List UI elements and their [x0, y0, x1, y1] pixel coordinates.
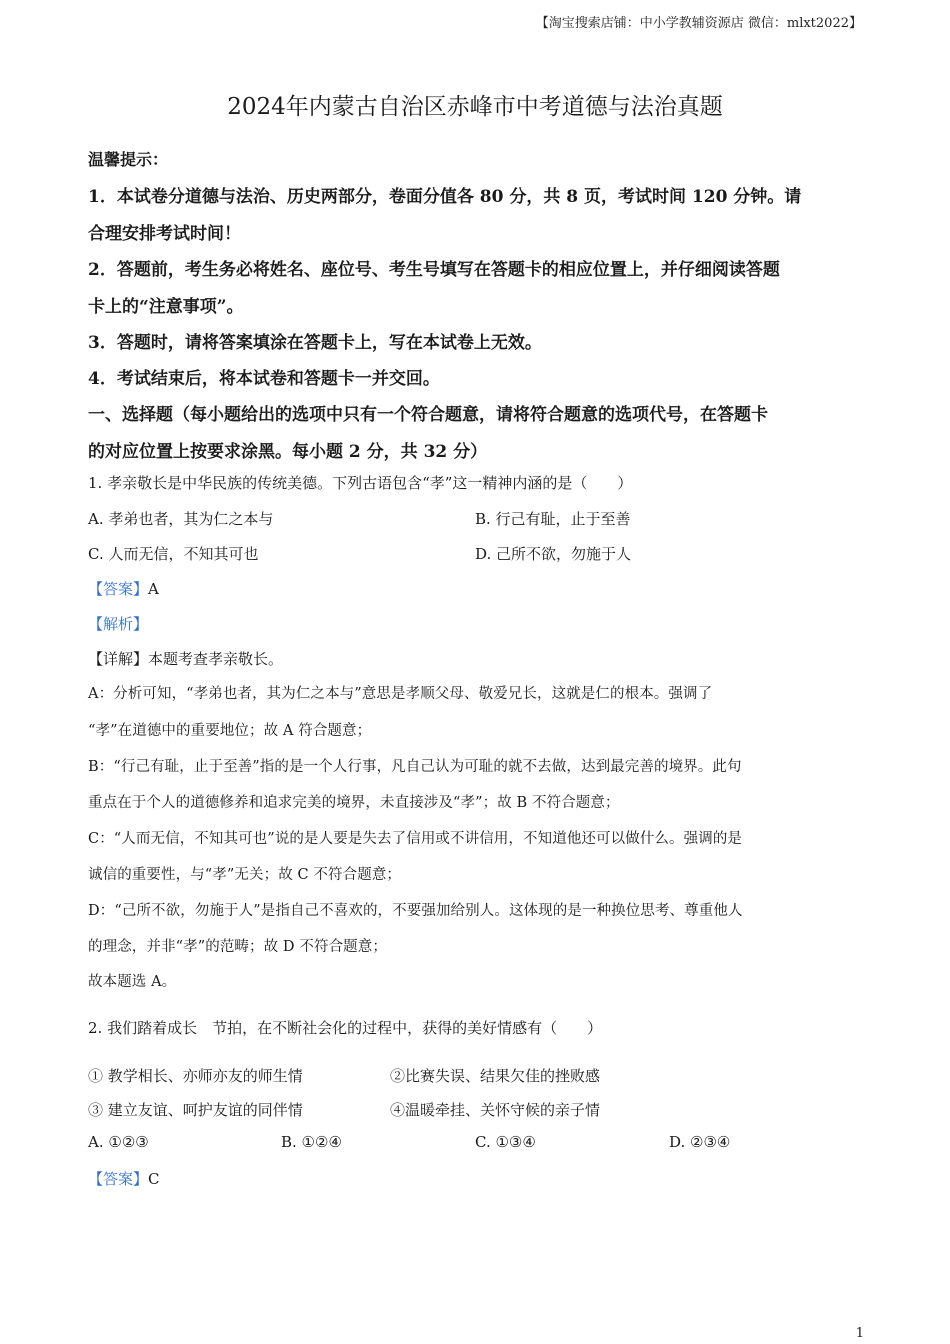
q1-option-a: A. 孝弟也者，其为仁之本与	[88, 510, 274, 528]
q2-option-c: C. ①③④	[475, 1133, 536, 1151]
notice-line: 4．考试结束后，将本试卷和答题卡一并交回。	[88, 369, 440, 389]
analysis-line: B：“行己有耻，止于至善”指的是一个人行事，凡自己认为可耻的就不去做，达到最完善的境界。此句	[88, 759, 742, 775]
analysis-line: A：分析可知，“孝弟也者，其为仁之本与”意思是孝顺父母、敬爱兄长，这就是仁的根本。强调了	[88, 686, 713, 702]
q2-item-1: ① 教学相长、亦师亦友的师生情	[88, 1067, 303, 1085]
q2-option-d: D. ②③④	[669, 1133, 731, 1151]
answer-tag: 【答案】	[88, 1170, 149, 1188]
q2-option-a: A. ①②③	[88, 1133, 149, 1151]
q1-option-b: B. 行己有耻，止于至善	[475, 510, 631, 528]
section-heading: 一、选择题（每小题给出的选项中只有一个符合题意，请将符合题意的选项代号，在答题卡	[88, 405, 768, 425]
detail-line	[88, 648, 868, 669]
q1-option-d: D. 己所不欲，勿施于人	[475, 545, 632, 563]
answer-value: A	[148, 580, 159, 598]
answer-value: C	[148, 1170, 160, 1188]
notice-label: 温馨提示：	[88, 150, 169, 169]
analysis-line: 的理念，并非“孝”的范畴；故 D 不符合题意；	[88, 939, 387, 955]
q1-option-c: C. 人而无信，不知其可也	[88, 545, 259, 563]
detail-intro: 本题考查孝亲敬长。	[148, 650, 284, 668]
detail-tag: 【详解】	[88, 650, 149, 668]
q2-answer	[88, 1168, 868, 1189]
notice-line: 1．本试卷分道德与法治、历史两部分，卷面分值各 80 分，共 8 页，考试时间 120 分钟。请	[88, 187, 802, 207]
analysis-line: 故本题选 A。	[88, 974, 177, 990]
notice-line: 3．答题时，请将答案填涂在答题卡上，写在本试卷上无效。	[88, 333, 542, 353]
q2-option-b: B. ①②④	[281, 1133, 342, 1151]
question-2-stem: 2. 我们踏着成长 节拍，在不断社会化的过程中，获得的美好情感有（ ）	[88, 1019, 603, 1037]
q2-item-2: ②比赛失误、结果欠佳的挫败感	[390, 1067, 601, 1085]
q1-answer	[88, 578, 868, 599]
q2-item-4: ④温暖牵挂、关怀守候的亲子情	[390, 1101, 601, 1119]
question-1-stem: 1. 孝亲敬长是中华民族的传统美德。下列古语包含“孝”这一精神内涵的是（ ）	[88, 474, 633, 492]
notice-line: 合理安排考试时间！	[88, 224, 241, 244]
q2-item-3: ③ 建立友谊、呵护友谊的同伴情	[88, 1101, 303, 1119]
analysis-tag: 【解析】	[88, 615, 149, 633]
section-heading: 的对应位置上按要求涂黑。每小题 2 分，共 32 分）	[88, 442, 488, 462]
analysis-line: D：“己所不欲，勿施于人”是指自己不喜欢的，不要强加给别人。这体现的是一种换位思考、尊重他人	[88, 903, 743, 919]
header-note: 【淘宝搜索店铺：中小学教辅资源店 微信：mlxt2022】	[535, 16, 862, 31]
analysis-line: 重点在于个人的道德修养和追求完美的境界，未直接涉及“孝”；故 B 不符合题意；	[88, 795, 620, 811]
notice-line: 卡上的“注意事项”。	[88, 297, 244, 317]
notice-line: 2．答题前，考生务必将姓名、座位号、考生号填写在答题卡的相应位置上，并仔细阅读答题	[88, 260, 780, 280]
analysis-line: 诚信的重要性，与“孝”无关；故 C 不符合题意；	[88, 867, 402, 883]
analysis-line: “孝”在道德中的重要地位；故 A 符合题意；	[88, 723, 372, 739]
analysis-line: C：“人而无信，不知其可也”说的是人要是失去了信用或不讲信用，不知道他还可以做什么。强调的是	[88, 831, 743, 847]
page-title: 2024年内蒙古自治区赤峰市中考道德与法治真题	[227, 94, 723, 120]
page-number: 1	[855, 1326, 864, 1341]
answer-tag: 【答案】	[88, 580, 149, 598]
